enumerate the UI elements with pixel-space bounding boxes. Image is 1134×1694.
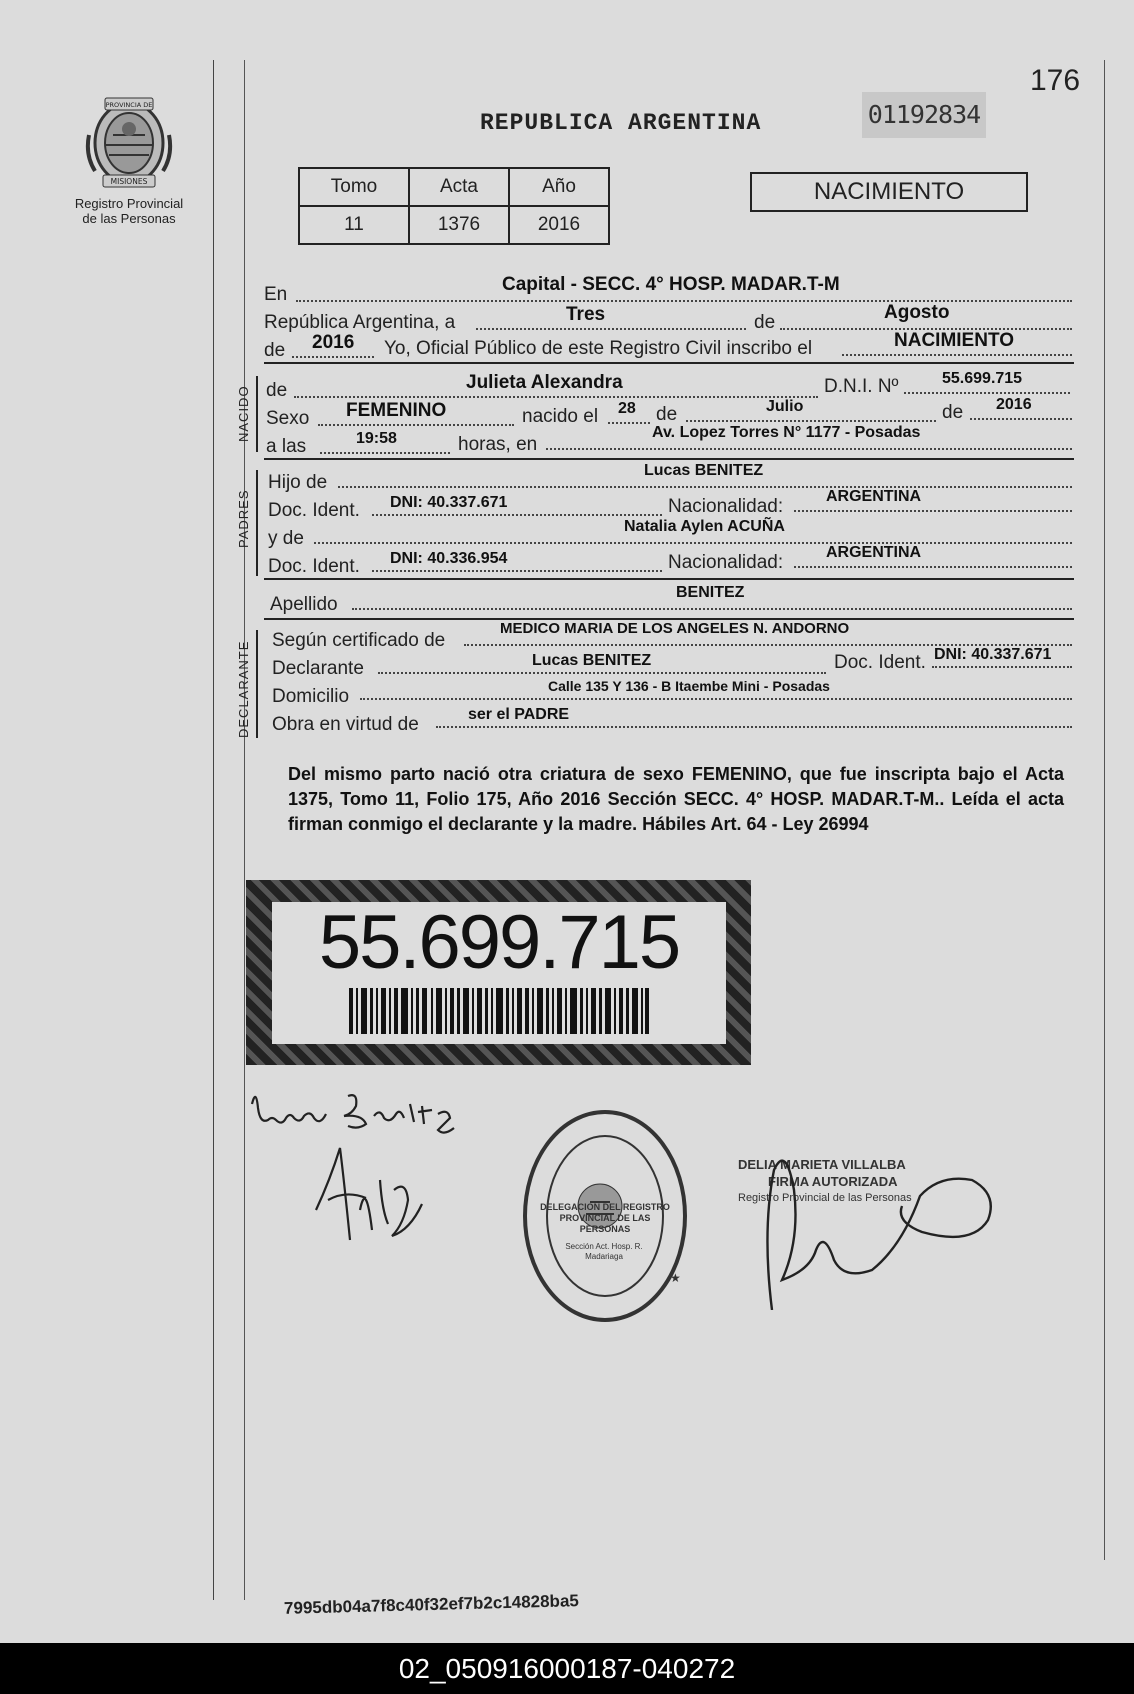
hijo-de-label: Hijo de [268, 472, 328, 493]
mes-value: Agosto [884, 302, 950, 323]
padre-nac-label: Nacionalidad: [668, 496, 784, 517]
madre-signature [310, 1140, 440, 1250]
scan-id-footer: 02_050916000187-040272 [0, 1643, 1134, 1694]
madre-doc-label: Doc. Ident. [268, 556, 360, 577]
serial-number: 01192834 [862, 92, 986, 138]
nacido-dni: 55.699.715 [942, 370, 1023, 387]
inscribo-text: Yo, Oficial Público de este Registro Civil inscribo el [384, 338, 813, 359]
nacido-hora: 19:58 [356, 430, 397, 447]
en-value: Capital - SECC. 4° HOSP. MADAR.T-M [502, 274, 840, 295]
registry-value-tomo: 11 [299, 206, 409, 244]
domicilio-value: Calle 135 Y 136 - B Itaembe Mini - Posadas [548, 678, 830, 694]
document-hash: 7995db04a7f8c40f32ef7b2c14828ba5 [283, 1591, 580, 1618]
certificado-label: Según certificado de [272, 630, 446, 651]
margin-line-inner [244, 60, 245, 1600]
nacido-dia: 28 [618, 400, 636, 417]
declarante-label: Declarante [272, 658, 364, 679]
anio-value: 2016 [312, 332, 355, 353]
section-padres: PADRES [236, 489, 251, 548]
a-las-label: a las [266, 436, 307, 457]
registry-header-acta: Acta [409, 168, 509, 206]
padre-nacionalidad: ARGENTINA [826, 488, 922, 505]
apellido-value: BENITEZ [676, 584, 745, 601]
nacido-lugar: Av. Lopez Torres N° 1177 - Posadas [652, 424, 921, 441]
document-type: NACIMIENTO [750, 172, 1028, 212]
padre-doc-label: Doc. Ident. [268, 500, 360, 521]
madre-nombre: Natalia Aylen ACUÑA [624, 518, 785, 535]
horas-en-label: horas, en [458, 434, 538, 455]
page-number: 176 [1030, 64, 1081, 97]
dia-value: Tres [566, 304, 606, 325]
margin-line-right [1104, 60, 1105, 1560]
declarante-nombre: Lucas BENITEZ [532, 652, 652, 669]
misiones-seal-icon [81, 95, 177, 191]
registry-table [298, 167, 610, 245]
seal-bottom-text: MISIONES [110, 177, 148, 186]
republica-label: República Argentina, a [264, 312, 456, 333]
official-stamp [520, 1106, 690, 1326]
declarante-doc-label: Doc. Ident. [834, 652, 926, 673]
sexo-value: FEMENINO [346, 400, 447, 421]
margin-line-left [213, 60, 214, 1600]
nacido-de-label3: de [942, 402, 964, 423]
madre-nac-label: Nacionalidad: [668, 552, 784, 573]
nacido-anio: 2016 [996, 396, 1032, 413]
logo-caption-1: Registro Provincial [74, 196, 184, 211]
inscribo-value: NACIMIENTO [894, 330, 1014, 351]
registry-value-anio: 2016 [509, 206, 609, 244]
seal-top-text: PROVINCIA DE [105, 101, 153, 109]
certificado-value: MEDICO MARIA DE LOS ANGELES N. ANDORNO [500, 620, 850, 637]
barcode-icon [349, 988, 649, 1034]
stamp-inner-text: Sección Act. Hosp. R. Madariaga [565, 1242, 643, 1261]
official-name: DELIA MARIETA VILLALBA [738, 1157, 906, 1172]
official-role: FIRMA AUTORIZADA [768, 1174, 898, 1189]
nacido-el-label: nacido el [522, 406, 599, 427]
dni-label: D.N.I. Nº [824, 376, 899, 397]
official-signature [752, 1150, 1002, 1310]
madre-doc: DNI: 40.336.954 [390, 550, 508, 567]
stamp-text: DELEGACION DEL REGISTRO PROVINCIAL DE LAS PERSONAS [540, 1202, 670, 1234]
obra-value: ser el PADRE [468, 706, 570, 723]
section-declarante: DECLARANTE [236, 640, 251, 738]
nacido-nombre: Julieta Alexandra [466, 372, 623, 393]
nacido-de-label2: de [656, 404, 678, 425]
de-label: de [754, 312, 776, 333]
obra-label: Obra en virtud de [272, 714, 419, 735]
y-de-label: y de [268, 528, 304, 549]
apellido-label: Apellido [270, 594, 338, 615]
registry-logo [64, 95, 194, 226]
registry-value-acta: 1376 [409, 206, 509, 244]
padre-nombre: Lucas BENITEZ [644, 462, 764, 479]
padre-doc: DNI: 40.337.671 [390, 494, 508, 511]
declarante-doc: DNI: 40.337.671 [934, 646, 1052, 663]
nacido-de-label: de [266, 380, 288, 401]
official-org: Registro Provincial de las Personas [738, 1192, 912, 1204]
de2-label: de [264, 340, 286, 361]
en-label: En [264, 284, 288, 305]
barcode-number: 55.699.715 [318, 900, 680, 985]
madre-nacionalidad: ARGENTINA [826, 544, 922, 561]
logo-caption-2: de las Personas [82, 211, 176, 226]
registry-header-tomo: Tomo [299, 168, 409, 206]
nacido-mes: Julio [766, 398, 804, 415]
document-title: REPUBLICA ARGENTINA [480, 110, 762, 136]
observaciones-text: Del mismo parto nació otra criatura de sexo FEMENINO, que fue inscripta bajo el Acta 1375, Tomo 11, Folio 175, Año 2016 Sección SECC. 4° HOSP. MADAR.T-M.. Leída el acta firman conmigo el declarante y la madre. Hábiles Art. 64 - Ley 26994 [288, 764, 1064, 834]
dni-barcode-label [246, 880, 751, 1065]
svg-text:★: ★ [670, 1271, 681, 1285]
section-nacido: NACIDO [236, 385, 251, 442]
registry-header-anio: Año [509, 168, 609, 206]
sexo-label: Sexo [266, 408, 310, 429]
domicilio-label: Domicilio [272, 686, 350, 707]
